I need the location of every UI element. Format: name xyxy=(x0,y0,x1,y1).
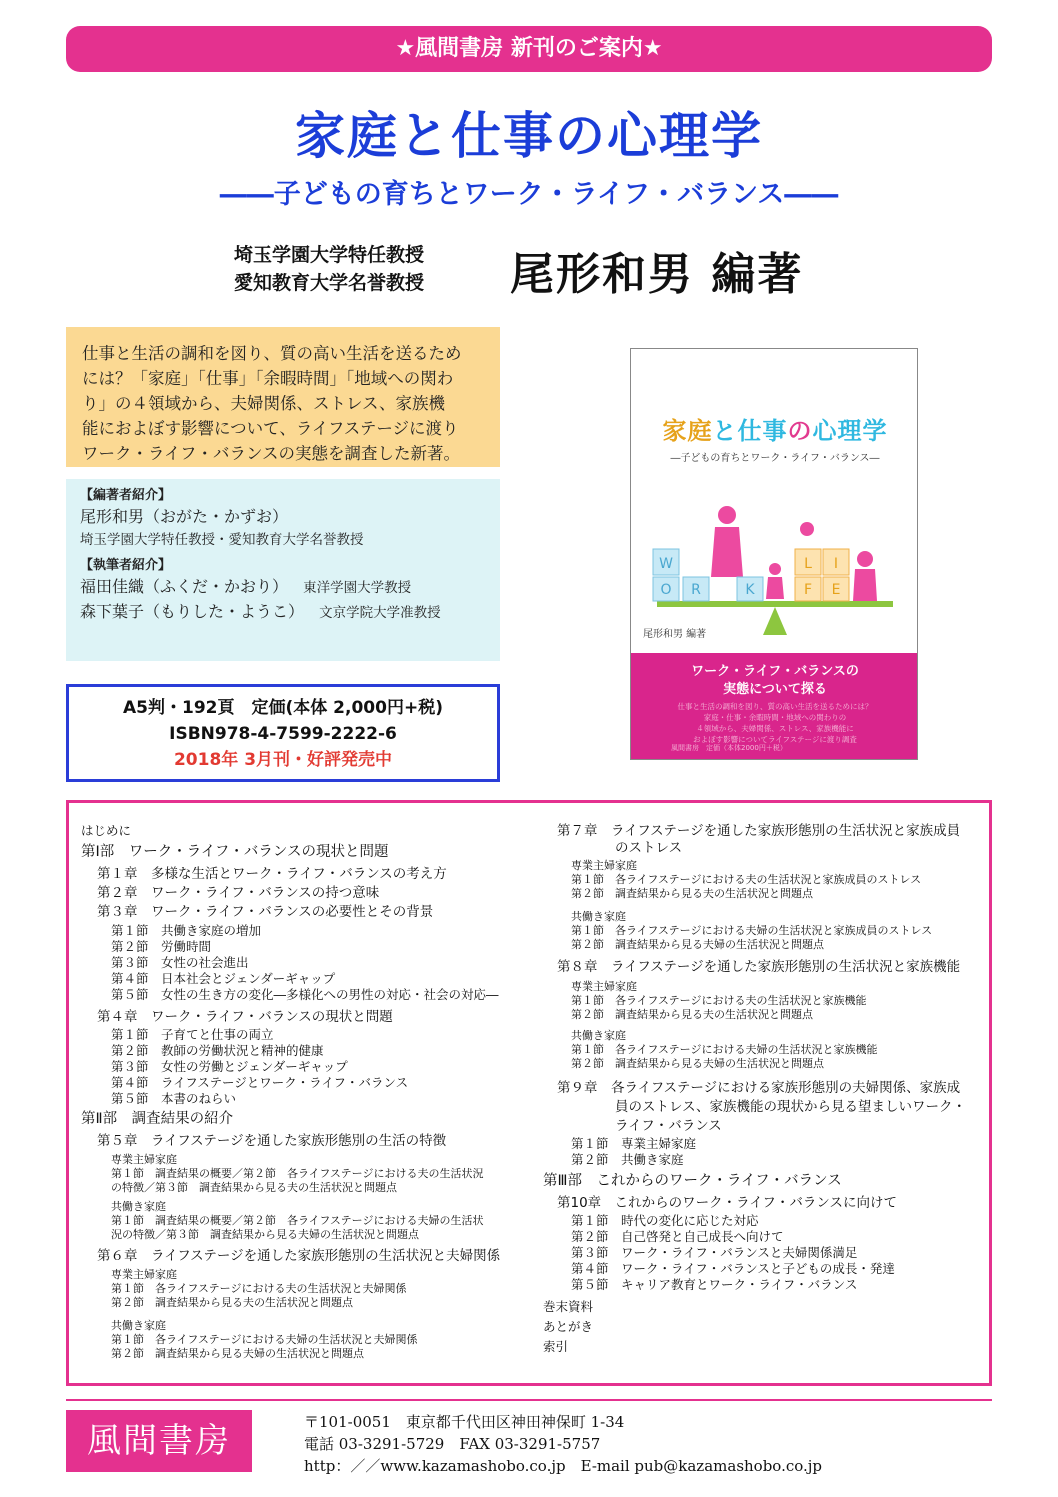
publisher-address: 〒101-0051 東京都千代田区神田神保町 1-34 xyxy=(304,1413,625,1431)
adult-figure-icon xyxy=(718,506,736,524)
description-line: 仕事と生活の調和を図り、質の高い生活を送るため xyxy=(82,344,462,363)
announcement-banner: ★風間書房 新刊のご案内★ xyxy=(66,26,992,72)
cover-band-text-line: およぼす影響についてライフステージに渡り調査 xyxy=(693,735,857,744)
block-letter: E xyxy=(831,582,841,598)
adult-body-icon xyxy=(711,527,743,577)
writer-1 xyxy=(80,575,486,600)
publisher-web: http：／／www.kazamashobo.co.jp E-mail pub@kazamashobo.co.jp xyxy=(304,1457,823,1475)
block-letter: W xyxy=(659,556,673,572)
toc-entry: 第Ⅱ部 調査結果の紹介 xyxy=(81,1111,234,1127)
book-title: 家庭と仕事の心理学 xyxy=(295,107,763,165)
cover-subtitle: ―子どもの育ちとワーク・ライフ・バランス― xyxy=(670,453,880,464)
description-box xyxy=(66,327,500,467)
toc-entry: はじめに xyxy=(81,823,132,838)
book-cover xyxy=(630,348,918,760)
toc-entry: 第１節 共働き家庭の増加 xyxy=(111,923,262,938)
toc-entry: 第１節 各ライフステージにおける夫の生活状況と家族成員のストレス xyxy=(571,873,922,886)
toc-entry: 第２節 調査結果から見る夫婦の生活状況と問題点 xyxy=(571,1057,824,1070)
writer-name: 福田佳織（ふくだ・かおり） xyxy=(80,577,289,596)
toc-entry: 第１節 調査結果の概要／第２節 各ライフステージにおける夫の生活状況 xyxy=(111,1167,484,1180)
child-figure-icon xyxy=(769,563,781,575)
block-letter: L xyxy=(804,556,812,572)
toc-entry: 第１節 時代の変化に応じた対応 xyxy=(571,1213,759,1228)
toc-entry: 第１節 子育てと仕事の両立 xyxy=(111,1027,274,1042)
cover-band-line: ワーク・ライフ・バランスの xyxy=(691,664,859,679)
toc-entry: 第２節 調査結果から見る夫の生活状況と問題点 xyxy=(571,887,813,900)
toc-entry: 第２節 共働き家庭 xyxy=(571,1152,684,1167)
toc-entry: 第４節 日本社会とジェンダーギャップ xyxy=(111,971,336,986)
toc-entry: のストレス xyxy=(615,840,683,856)
authors-box xyxy=(66,479,500,661)
editor-affiliation-2: 愛知教育大学名誉教授 xyxy=(234,272,425,294)
editor-full-name: 尾形和男（おがた・かずお） xyxy=(80,507,289,526)
editor-name: 尾形和男 編著 xyxy=(510,249,804,300)
description-line: ワーク・ライフ・バランスの実態を調査した新著。 xyxy=(82,444,461,463)
cover-band-line: 実態について探る xyxy=(723,682,827,697)
toc-entry: 員のストレス、家族機能の現状から見る望ましいワーク・ xyxy=(615,1099,966,1115)
description-line: 能におよぼす影響について、ライフステージに渡り xyxy=(82,419,459,438)
work-blocks xyxy=(653,549,763,601)
publisher-phone: 電話 03-3291-5729 FAX 03-3291-5757 xyxy=(304,1435,601,1453)
seesaw-beam xyxy=(657,601,893,607)
toc-entry: 第２節 調査結果から見る夫の生活状況と問題点 xyxy=(111,1296,353,1309)
toc-entry: 第４節 ワーク・ライフ・バランスと子どもの成長・発達 xyxy=(571,1261,895,1276)
toc-entry: 第７章 ライフステージを通した家族形態別の生活状況と家族成員 xyxy=(557,823,961,839)
toc-entry: 第１章 多様な生活とワーク・ライフ・バランスの考え方 xyxy=(97,866,447,882)
writer-header: 【執筆者紹介】 xyxy=(80,558,172,573)
editor-header: 【編著者紹介】 xyxy=(80,488,172,503)
cover-title-part: 心理学 xyxy=(812,417,888,445)
toc-entry: 第１節 調査結果の概要／第２節 各ライフステージにおける夫婦の生活状 xyxy=(111,1214,484,1227)
toc-entry: 第５節 キャリア教育とワーク・ライフ・バランス xyxy=(571,1277,858,1292)
cover-band xyxy=(631,653,918,760)
toc-entry: 専業主婦家庭 xyxy=(571,859,637,872)
cover-title-part: 仕事 xyxy=(737,417,788,445)
adult-figure-icon xyxy=(857,551,873,567)
toc-entry: 第２節 教師の労働状況と精神的健康 xyxy=(111,1043,324,1058)
toc-entry: 第２節 調査結果から見る夫の生活状況と問題点 xyxy=(571,1008,813,1021)
toc-entry: 第９章 各ライフステージにおける家族形態別の夫婦関係、家族成 xyxy=(557,1080,961,1096)
toc-entry: の特徴／第３節 調査結果から見る夫の生活状況と問題点 xyxy=(111,1181,397,1194)
toc-entry: 第10章 これからのワーク・ライフ・バランスに向けて xyxy=(557,1195,897,1211)
cover-band-text xyxy=(653,701,897,745)
toc-entry: 第３節 女性の労働とジェンダーギャップ xyxy=(111,1059,348,1074)
cover-title-part: 家庭 xyxy=(662,417,713,445)
adult-body-icon xyxy=(853,569,877,601)
life-blocks xyxy=(795,549,849,601)
footer-divider xyxy=(66,1399,992,1401)
toc-entry: 況の特徴／第３節 調査結果から見る夫婦の生活状況と問題点 xyxy=(111,1228,419,1241)
block-letter: O xyxy=(660,582,672,598)
child-body-icon xyxy=(766,577,784,599)
format-price: A5判・192頁 定価(本体 2,000円+税) xyxy=(123,698,443,718)
book-subtitle: ――子どもの育ちとワーク・ライフ・バランス―― xyxy=(219,179,839,210)
toc-entry: 第１節 各ライフステージにおける夫婦の生活状況と家族成員のストレス xyxy=(571,924,933,937)
toc-entry: ライフ・バランス xyxy=(615,1118,722,1134)
toc-entry: 専業主婦家庭 xyxy=(111,1268,177,1281)
toc-entry: 第８章 ライフステージを通した家族形態別の生活状況と家族機能 xyxy=(557,959,961,975)
toc-entry: 巻末資料 xyxy=(543,1299,594,1314)
toc-entry: 第２節 自己啓発と自己成長へ向けて xyxy=(571,1229,784,1244)
block-letter: K xyxy=(745,582,755,598)
cover-band-text-line: 家庭・仕事・余暇時間・地域への関わりの xyxy=(703,713,847,722)
release-info: 2018年 3月刊・好評発売中 xyxy=(173,750,393,770)
toc-entry: 共働き家庭 xyxy=(571,1029,626,1042)
toc-entry: 第２章 ワーク・ライフ・バランスの持つ意味 xyxy=(97,885,380,901)
toc-entry: 第６章 ライフステージを通した家族形態別の生活状況と夫婦関係 xyxy=(97,1248,501,1264)
toc-entry: 専業主婦家庭 xyxy=(111,1153,177,1166)
cover-band-heading xyxy=(631,663,918,699)
toc-entry: 第４節 ライフステージとワーク・ライフ・バランス xyxy=(111,1075,409,1090)
toc-entry: 第１節 各ライフステージにおける夫婦の生活状況と夫婦関係 xyxy=(111,1333,418,1346)
editor-affiliation-1: 埼玉学園大学特任教授 xyxy=(234,244,425,266)
table-of-contents xyxy=(66,800,992,1386)
toc-entry: 第４章 ワーク・ライフ・バランスの現状と問題 xyxy=(97,1009,393,1025)
spec-box xyxy=(66,684,500,782)
toc-entry: 第３節 ワーク・ライフ・バランスと夫婦関係満足 xyxy=(571,1245,858,1260)
seesaw-fulcrum xyxy=(763,607,787,635)
cover-title xyxy=(631,411,918,446)
isbn: ISBN978-4-7599-2222-6 xyxy=(169,724,397,744)
toc-entry: 専業主婦家庭 xyxy=(571,980,637,993)
block-letter: I xyxy=(833,556,839,572)
toc-entry: 第２節 調査結果から見る夫婦の生活状況と問題点 xyxy=(571,938,824,951)
block-letter: R xyxy=(691,582,701,598)
toc-entry: 第Ⅲ部 これからのワーク・ライフ・バランス xyxy=(543,1173,842,1189)
toc-entry: 第５章 ライフステージを通した家族形態別の生活の特徴 xyxy=(97,1133,447,1149)
toc-entry: 第２節 労働時間 xyxy=(111,939,212,954)
block-letter: F xyxy=(803,582,813,598)
toc-entry: 第２節 調査結果から見る夫婦の生活状況と問題点 xyxy=(111,1347,364,1360)
cover-title-part: と xyxy=(712,417,738,445)
cover-title-part: の xyxy=(787,417,813,445)
description-line: り」の４領域から、夫婦関係、ストレス、家族機 xyxy=(82,394,445,413)
toc-entry: 索引 xyxy=(543,1339,569,1354)
publisher-logo: 風間書房 xyxy=(66,1410,252,1472)
toc-entry: 第１節 各ライフステージにおける夫の生活状況と家族機能 xyxy=(571,994,867,1007)
toc-entry: 第３章 ワーク・ライフ・バランスの必要性とその背景 xyxy=(97,904,434,920)
cover-band-small: 風間書房 定価（本体2000円＋税） xyxy=(671,744,787,752)
toc-entry: 共働き家庭 xyxy=(571,910,626,923)
editor-full-affiliation: 埼玉学園大学特任教授・愛知教育大学名誉教授 xyxy=(80,532,364,548)
toc-entry: 第１節 専業主婦家庭 xyxy=(571,1136,697,1151)
cover-editor: 尾形和男 編著 xyxy=(643,629,707,640)
toc-entry: 第Ⅰ部 ワーク・ライフ・バランスの現状と問題 xyxy=(81,844,389,860)
writer-affiliation: 文京学院大学准教授 xyxy=(319,605,441,621)
description-line: には？「家庭」「仕事」「余暇時間」「地域への関わ xyxy=(82,369,454,388)
toc-entry: 第３節 女性の社会進出 xyxy=(111,955,249,970)
toc-entry: 第５節 本書のねらい xyxy=(111,1091,237,1106)
toc-entry: あとがき xyxy=(543,1319,594,1334)
adult-figure-icon xyxy=(800,522,814,536)
writer-affiliation: 東洋学園大学教授 xyxy=(303,580,412,596)
toc-entry: 第１節 各ライフステージにおける夫婦の生活状況と家族機能 xyxy=(571,1043,878,1056)
toc-entry: 第１節 各ライフステージにおける夫の生活状況と夫婦関係 xyxy=(111,1282,407,1295)
toc-entry: 共働き家庭 xyxy=(111,1319,166,1332)
writer-2 xyxy=(80,600,486,625)
cover-band-text-line: ４領域から、夫婦関係、ストレス、家族機能に xyxy=(696,724,854,733)
toc-entry: 第５節 女性の生き方の変化―多様化への男性の対応・社会の対応― xyxy=(111,987,499,1002)
writer-name: 森下葉子（もりした・ようこ） xyxy=(80,602,305,621)
cover-band-text-line: 仕事と生活の調和を図り、質の高い生活を送るためには？ xyxy=(677,702,873,711)
toc-entry: 共働き家庭 xyxy=(111,1200,166,1213)
